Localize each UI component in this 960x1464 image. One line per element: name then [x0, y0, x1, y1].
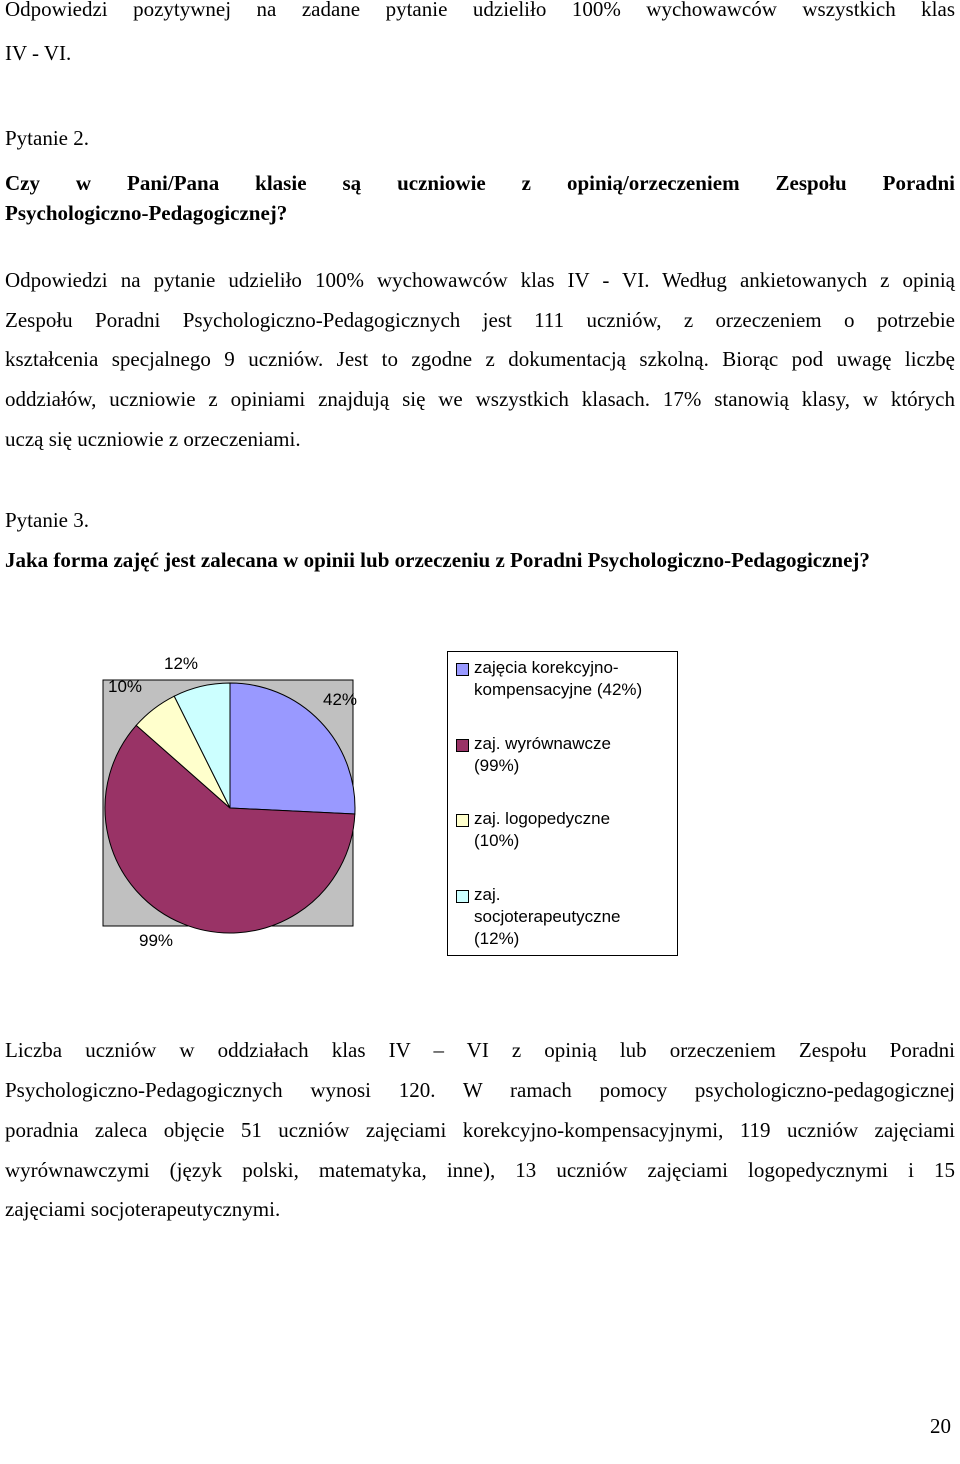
legend-label-line: socjoterapeutyczne	[474, 907, 621, 926]
answer-line: Zespołu Poradni Psychologiczno-Pedagogicznych jest 111 uczniów, z orzeczeniem o potrzebie	[5, 308, 955, 332]
data-label: 10%	[108, 677, 143, 696]
legend-label-line: zaj. logopedyczne	[474, 809, 611, 828]
legend-label-line: (99%)	[474, 756, 520, 775]
legend-label	[474, 733, 674, 777]
question-2-text: Czy w Pani/Pana klasie są uczniowie z opinią/orzeczeniem Zespołu Poradni	[5, 171, 955, 195]
answer-line: Liczba uczniów w oddziałach klas IV – VI z opinią lub orzeczeniem Zespołu Poradni	[5, 1038, 955, 1062]
answer-line: poradnia zaleca objęcie 51 uczniów zajęciami korekcyjno-kompensacyjnymi, 119 uczniów zajęciami	[5, 1118, 955, 1142]
question-2-text: Psychologiczno-Pedagogicznej?	[5, 201, 288, 225]
intro-line: Odpowiedzi pozytywnej na zadane pytanie udzieliło 100% wychowawców wszystkich klas	[5, 0, 955, 21]
answer-line: oddziałów, uczniowie z opiniami znajdują się we wszystkich klasach. 17% stanowią klasy, w których	[5, 387, 955, 411]
answer-line: zajęciami socjoterapeutycznymi.	[5, 1197, 281, 1221]
legend-swatch	[456, 814, 469, 827]
page-number: 20	[930, 1414, 951, 1438]
legend-swatch	[456, 663, 469, 676]
legend-label-line: zajęcia korekcyjno-	[474, 658, 619, 677]
answer-line: kształcenia specjalnego 9 uczniów. Jest to zgodne z dokumentacją szkolną. Biorąc pod uwagę liczbę	[5, 347, 955, 371]
legend-label	[474, 657, 674, 701]
legend-label	[474, 884, 674, 950]
legend-label	[474, 808, 674, 852]
legend-label-line: (12%)	[474, 929, 520, 948]
legend-label-line: zaj. wyrównawcze	[474, 734, 611, 753]
intro-line: IV - VI.	[5, 41, 72, 65]
legend-label-line: zaj.	[474, 885, 501, 904]
answer-line: wyrównawczymi (język polski, matematyka, inne), 13 uczniów zajęciami logopedycznymi i 15	[5, 1158, 955, 1182]
legend-label-line: kompensacyjne (42%)	[474, 680, 643, 699]
answer-line: Odpowiedzi na pytanie udzieliło 100% wychowawców klas IV - VI. Według ankietowanych z opinią	[5, 268, 955, 292]
pie-chart-svg	[90, 640, 386, 970]
pie-chart	[90, 640, 386, 970]
data-label: 99%	[139, 931, 174, 950]
legend-label-line: (10%)	[474, 831, 520, 850]
data-label: 12%	[164, 654, 199, 673]
data-label: 42%	[323, 690, 358, 709]
chart-legend	[447, 651, 678, 956]
answer-line: uczą się uczniowie z orzeczeniami.	[5, 427, 301, 451]
question-3-label: Pytanie 3.	[5, 508, 89, 532]
answer-line: Psychologiczno-Pedagogicznych wynosi 120. W ramach pomocy psychologiczno-pedagogicznej	[5, 1078, 955, 1102]
legend-swatch	[456, 739, 469, 752]
legend-swatch	[456, 890, 469, 903]
question-2-label: Pytanie 2.	[5, 126, 89, 150]
question-3-text: Jaka forma zajęć jest zalecana w opinii lub orzeczeniu z Poradni Psychologiczno-Pedagogicznej?	[5, 548, 870, 572]
